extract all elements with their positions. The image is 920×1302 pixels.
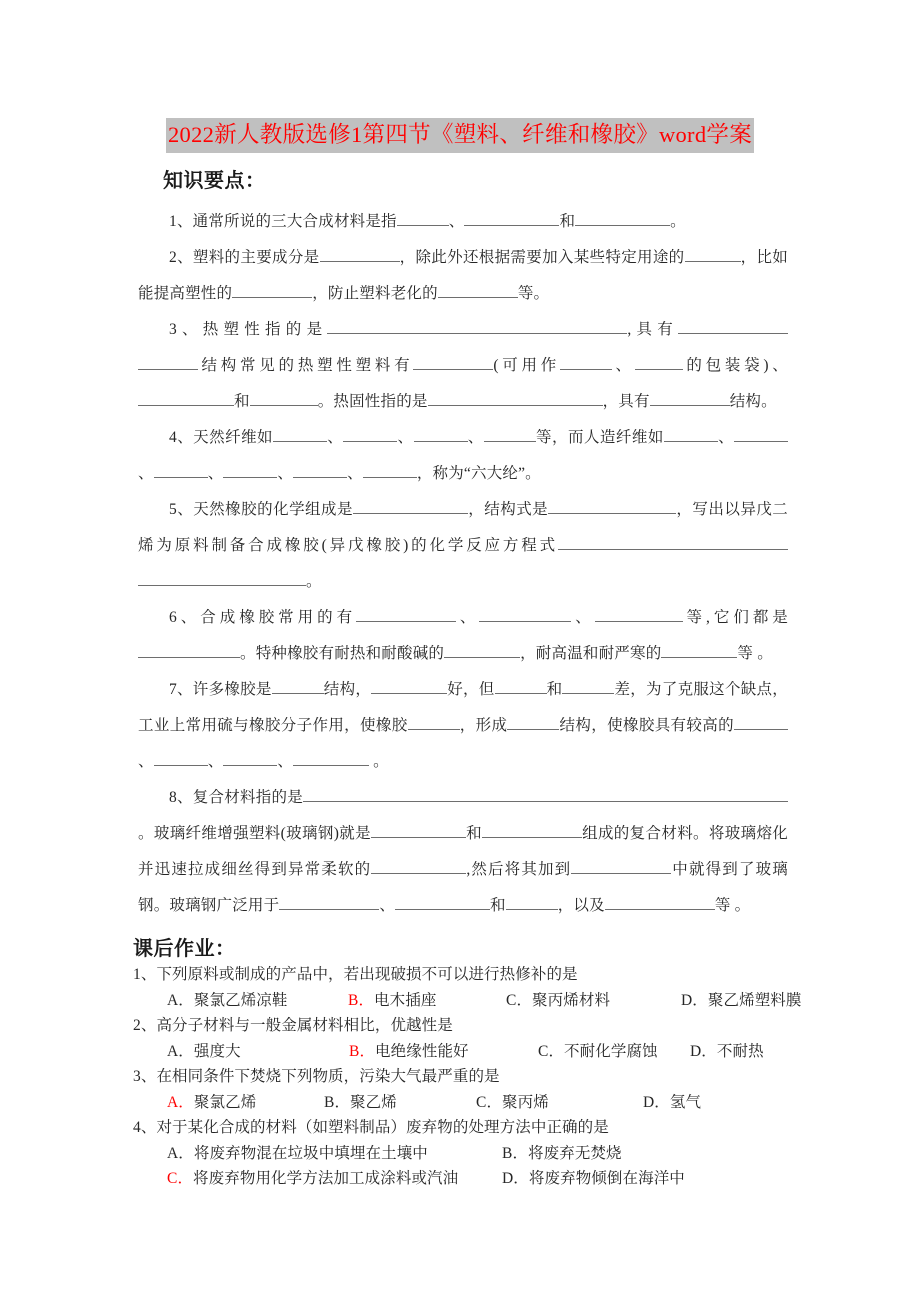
option-label: C． <box>476 1093 503 1111</box>
knowledge-text: 。 <box>306 573 322 590</box>
fill-in-blank <box>293 750 369 766</box>
fill-in-blank <box>138 390 226 406</box>
fill-in-blank <box>734 426 788 442</box>
answer-option[interactable] <box>681 988 802 1014</box>
option-label: B． <box>348 991 375 1009</box>
knowledge-text: 好，但 <box>447 681 495 698</box>
fill-in-blank <box>506 894 558 910</box>
knowledge-text: 、 <box>448 213 465 230</box>
fill-in-blank <box>479 606 571 622</box>
option-text: 电木插座 <box>374 991 437 1009</box>
knowledge-text: 、 <box>207 465 224 482</box>
option-label: B． <box>502 1144 529 1162</box>
option-text: 聚氯乙烯 <box>193 1093 257 1111</box>
option-label: B． <box>349 1042 376 1060</box>
knowledge-section-heading: 知识要点： <box>163 170 266 192</box>
question-stem: 2、高分子材料与一般金属材料相比，优越性是 <box>133 1017 453 1034</box>
knowledge-text: 等，而人造纤维如 <box>535 429 664 446</box>
fill-in-blank <box>371 822 466 838</box>
option-label: A． <box>167 1042 194 1060</box>
knowledge-item <box>138 672 788 780</box>
fill-in-blank <box>444 642 520 658</box>
knowledge-text: 结构， <box>323 681 372 698</box>
knowledge-text: 、 <box>347 465 363 482</box>
answer-option[interactable] <box>502 1141 622 1167</box>
option-row <box>133 988 833 1014</box>
knowledge-text: 等 。 <box>714 897 751 914</box>
answer-option[interactable] <box>348 988 506 1014</box>
option-label: D． <box>643 1093 670 1111</box>
knowledge-item <box>138 312 788 420</box>
knowledge-text: 、 <box>571 609 595 626</box>
knowledge-item <box>138 780 788 924</box>
option-text: 聚乙烯 <box>350 1093 397 1111</box>
knowledge-text: ，耐高温和耐严寒的 <box>520 645 662 662</box>
knowledge-text: 等 。 <box>737 645 773 662</box>
fill-in-blank <box>575 210 670 226</box>
knowledge-text: 组成的复合材料。将玻璃熔化并迅速拉成细丝得到异常柔软的 <box>138 825 789 878</box>
knowledge-text: 、 <box>467 429 484 446</box>
fill-in-blank <box>320 246 400 262</box>
answer-option[interactable] <box>167 988 348 1014</box>
knowledge-text: 和 <box>546 681 563 698</box>
question-stem: 4、对于某化合成的材料（如塑料制品）废弃物的处理方法中正确的是 <box>133 1119 609 1136</box>
fill-in-blank <box>605 894 715 910</box>
knowledge-text: ，称为“六大纶”。 <box>416 465 541 482</box>
fill-in-blank <box>560 354 612 370</box>
answer-option[interactable] <box>324 1090 476 1116</box>
answer-option[interactable] <box>690 1039 764 1065</box>
option-text: 不耐化学腐蚀 <box>564 1042 658 1060</box>
knowledge-text: 。特种橡胶有耐热和耐酸碱的 <box>240 645 445 662</box>
option-row <box>133 1090 833 1116</box>
page-title: 2022新人教版选修1第四节《塑料、纤维和橡胶》word学案 <box>166 118 754 153</box>
knowledge-text: ，防止塑料老化的 <box>312 285 438 302</box>
fill-in-blank <box>356 606 456 622</box>
answer-option[interactable] <box>167 1090 324 1116</box>
knowledge-points-body <box>138 204 788 924</box>
knowledge-text: 等。 <box>517 285 550 302</box>
knowledge-text: (可用作 <box>493 357 560 374</box>
knowledge-text: 5、天然橡胶的化学组成是 <box>169 501 353 518</box>
knowledge-text: 6、合成橡胶常用的有 <box>169 609 357 626</box>
option-row <box>133 1141 833 1167</box>
knowledge-text: 、 <box>327 429 344 446</box>
fill-in-blank <box>303 786 788 802</box>
knowledge-text: ，除此外还根据需要加入某些特定用途的 <box>399 249 685 266</box>
knowledge-text: 4、天然纤维如 <box>169 429 274 446</box>
fill-in-blank <box>138 354 198 370</box>
knowledge-text: 、 <box>207 753 224 770</box>
knowledge-text: 结构，使橡胶具有较高的 <box>559 717 734 734</box>
option-text: 不耐热 <box>716 1042 764 1060</box>
option-label: A． <box>167 1093 194 1111</box>
option-text: 将废弃物用化学方法加工成涂料或汽油 <box>193 1170 459 1187</box>
fill-in-blank <box>154 750 208 766</box>
option-label: D． <box>681 991 708 1009</box>
fill-in-blank <box>734 714 788 730</box>
option-row <box>133 1039 833 1065</box>
knowledge-text: 8、复合材料指的是 <box>169 789 303 806</box>
knowledge-text: 、 <box>138 753 154 770</box>
knowledge-text: 7、许多橡胶是 <box>169 681 272 698</box>
knowledge-text: 。热固性指的是 <box>317 393 428 410</box>
fill-in-blank <box>395 894 490 910</box>
knowledge-text: 、 <box>397 429 414 446</box>
fill-in-blank <box>507 714 559 730</box>
answer-option[interactable] <box>502 1166 685 1192</box>
title-container <box>0 118 920 153</box>
option-text: 电绝缘性能好 <box>375 1042 469 1060</box>
knowledge-text: ,然后将其加到 <box>466 861 572 878</box>
knowledge-item <box>138 492 788 600</box>
homework-body <box>133 962 833 1192</box>
knowledge-text: 和 <box>490 897 506 914</box>
fill-in-blank <box>250 390 318 406</box>
answer-option[interactable] <box>538 1039 690 1065</box>
fill-in-blank <box>371 678 447 694</box>
knowledge-text: 和 <box>234 393 250 410</box>
fill-in-blank <box>595 606 683 622</box>
answer-option[interactable] <box>476 1090 643 1116</box>
answer-option[interactable] <box>643 1090 701 1116</box>
knowledge-text: ，写出以异戊二烯为原料制备合成橡胶(异戊橡胶)的化学反应方程式 <box>138 501 788 554</box>
fill-in-blank <box>562 678 614 694</box>
answer-option[interactable] <box>167 1141 502 1167</box>
fill-in-blank <box>548 498 676 514</box>
knowledge-text: 中就得到了玻璃钢。玻璃钢广泛用于 <box>138 861 788 914</box>
knowledge-text: ,具有 <box>627 321 678 338</box>
knowledge-text: 、 <box>277 465 294 482</box>
fill-in-blank <box>218 642 240 658</box>
fill-in-blank <box>353 498 468 514</box>
option-text: 强度大 <box>193 1042 241 1060</box>
option-label: B． <box>324 1093 351 1111</box>
fill-in-blank <box>154 462 208 478</box>
fill-in-blank <box>397 210 449 226</box>
option-text: 将废弃物倾倒在海洋中 <box>528 1170 685 1187</box>
knowledge-text: 。 <box>670 213 686 230</box>
knowledge-text: 结构。 <box>729 393 777 410</box>
knowledge-item <box>138 420 788 492</box>
option-text: 聚丙烯材料 <box>532 991 611 1009</box>
fill-in-blank <box>571 858 671 874</box>
option-text: 将废弃物混在垃圾中填埋在土壤中 <box>193 1144 428 1162</box>
knowledge-text: 、 <box>612 357 635 374</box>
knowledge-text: 3、热塑性指的是 <box>169 321 328 338</box>
fill-in-blank <box>558 534 788 550</box>
knowledge-text: 、 <box>379 897 396 914</box>
knowledge-text: 。 <box>369 753 389 770</box>
knowledge-text: 。玻璃纤维增强塑料(玻璃钢)就是 <box>138 825 371 842</box>
option-row <box>133 1166 833 1192</box>
fill-in-blank <box>650 390 730 406</box>
option-text: 聚乙烯塑料膜 <box>707 991 802 1009</box>
fill-in-blank <box>495 678 547 694</box>
fill-in-blank <box>484 426 536 442</box>
option-text: 聚氯乙烯凉鞋 <box>193 991 288 1009</box>
knowledge-text: 等,它们都是 <box>682 609 789 626</box>
option-label: C． <box>506 991 533 1009</box>
fill-in-blank <box>438 282 518 298</box>
fill-in-blank <box>408 714 460 730</box>
option-label: D． <box>502 1170 529 1187</box>
knowledge-text: 、 <box>138 465 154 482</box>
answer-option[interactable] <box>349 1039 538 1065</box>
knowledge-text: 的包装袋)、 <box>682 357 788 374</box>
option-label: A． <box>167 1144 194 1162</box>
fill-in-blank <box>273 426 327 442</box>
fill-in-blank <box>293 462 347 478</box>
fill-in-blank <box>138 570 306 586</box>
fill-in-blank <box>414 426 468 442</box>
fill-in-blank <box>223 462 277 478</box>
knowledge-item <box>138 600 788 672</box>
option-text: 聚丙烯 <box>502 1093 549 1111</box>
knowledge-text: 、 <box>277 753 294 770</box>
knowledge-text: 1、通常所说的三大合成材料是指 <box>169 213 397 230</box>
fill-in-blank <box>363 462 417 478</box>
question-stem: 1、下列原料或制成的产品中，若出现破损不可以进行热修补的是 <box>133 966 578 983</box>
option-label: C． <box>538 1042 565 1060</box>
fill-in-blank <box>272 678 324 694</box>
knowledge-text: ，比如能提高塑性的 <box>138 249 788 302</box>
knowledge-text: 和 <box>559 213 576 230</box>
fill-in-blank <box>327 318 627 334</box>
option-label: A． <box>167 991 194 1009</box>
option-label: C． <box>167 1170 194 1187</box>
answer-option[interactable] <box>506 988 681 1014</box>
knowledge-text: ，具有 <box>602 393 650 410</box>
knowledge-item <box>138 204 788 240</box>
question-stem: 3、在相同条件下焚烧下列物质，污染大气最严重的是 <box>133 1068 500 1085</box>
knowledge-text: 、 <box>456 609 480 626</box>
fill-in-blank <box>232 282 312 298</box>
fill-in-blank <box>428 390 603 406</box>
fill-in-blank <box>464 210 559 226</box>
fill-in-blank <box>664 426 718 442</box>
knowledge-text: ，形成 <box>459 717 508 734</box>
fill-in-blank <box>223 750 277 766</box>
fill-in-blank <box>371 858 466 874</box>
knowledge-text: ，结构式是 <box>467 501 549 518</box>
fill-in-blank <box>413 354 493 370</box>
knowledge-text: 结构常见的热塑性塑料有 <box>198 357 414 374</box>
knowledge-text: 、 <box>717 429 735 446</box>
fill-in-blank <box>635 354 683 370</box>
fill-in-blank <box>138 642 218 658</box>
answer-option[interactable] <box>167 1039 349 1065</box>
knowledge-item <box>138 240 788 312</box>
fill-in-blank <box>678 318 788 334</box>
knowledge-text: 和 <box>465 825 482 842</box>
fill-in-blank <box>482 822 582 838</box>
fill-in-blank <box>661 642 737 658</box>
fill-in-blank <box>685 246 741 262</box>
fill-in-blank <box>343 426 397 442</box>
knowledge-text: 2、塑料的主要成分是 <box>169 249 320 266</box>
option-text: 将废弃无焚烧 <box>528 1144 622 1162</box>
knowledge-text: ，以及 <box>557 897 605 914</box>
fill-in-blank <box>226 390 234 406</box>
knowledge-text: 差，为了克服这个缺点，工业上常用硫与橡胶分子作用，使橡胶 <box>138 681 788 734</box>
answer-option[interactable] <box>167 1166 502 1192</box>
option-label: D． <box>690 1042 717 1060</box>
option-text: 氢气 <box>669 1093 702 1111</box>
fill-in-blank <box>279 894 379 910</box>
homework-section-heading: 课后作业： <box>133 938 236 960</box>
